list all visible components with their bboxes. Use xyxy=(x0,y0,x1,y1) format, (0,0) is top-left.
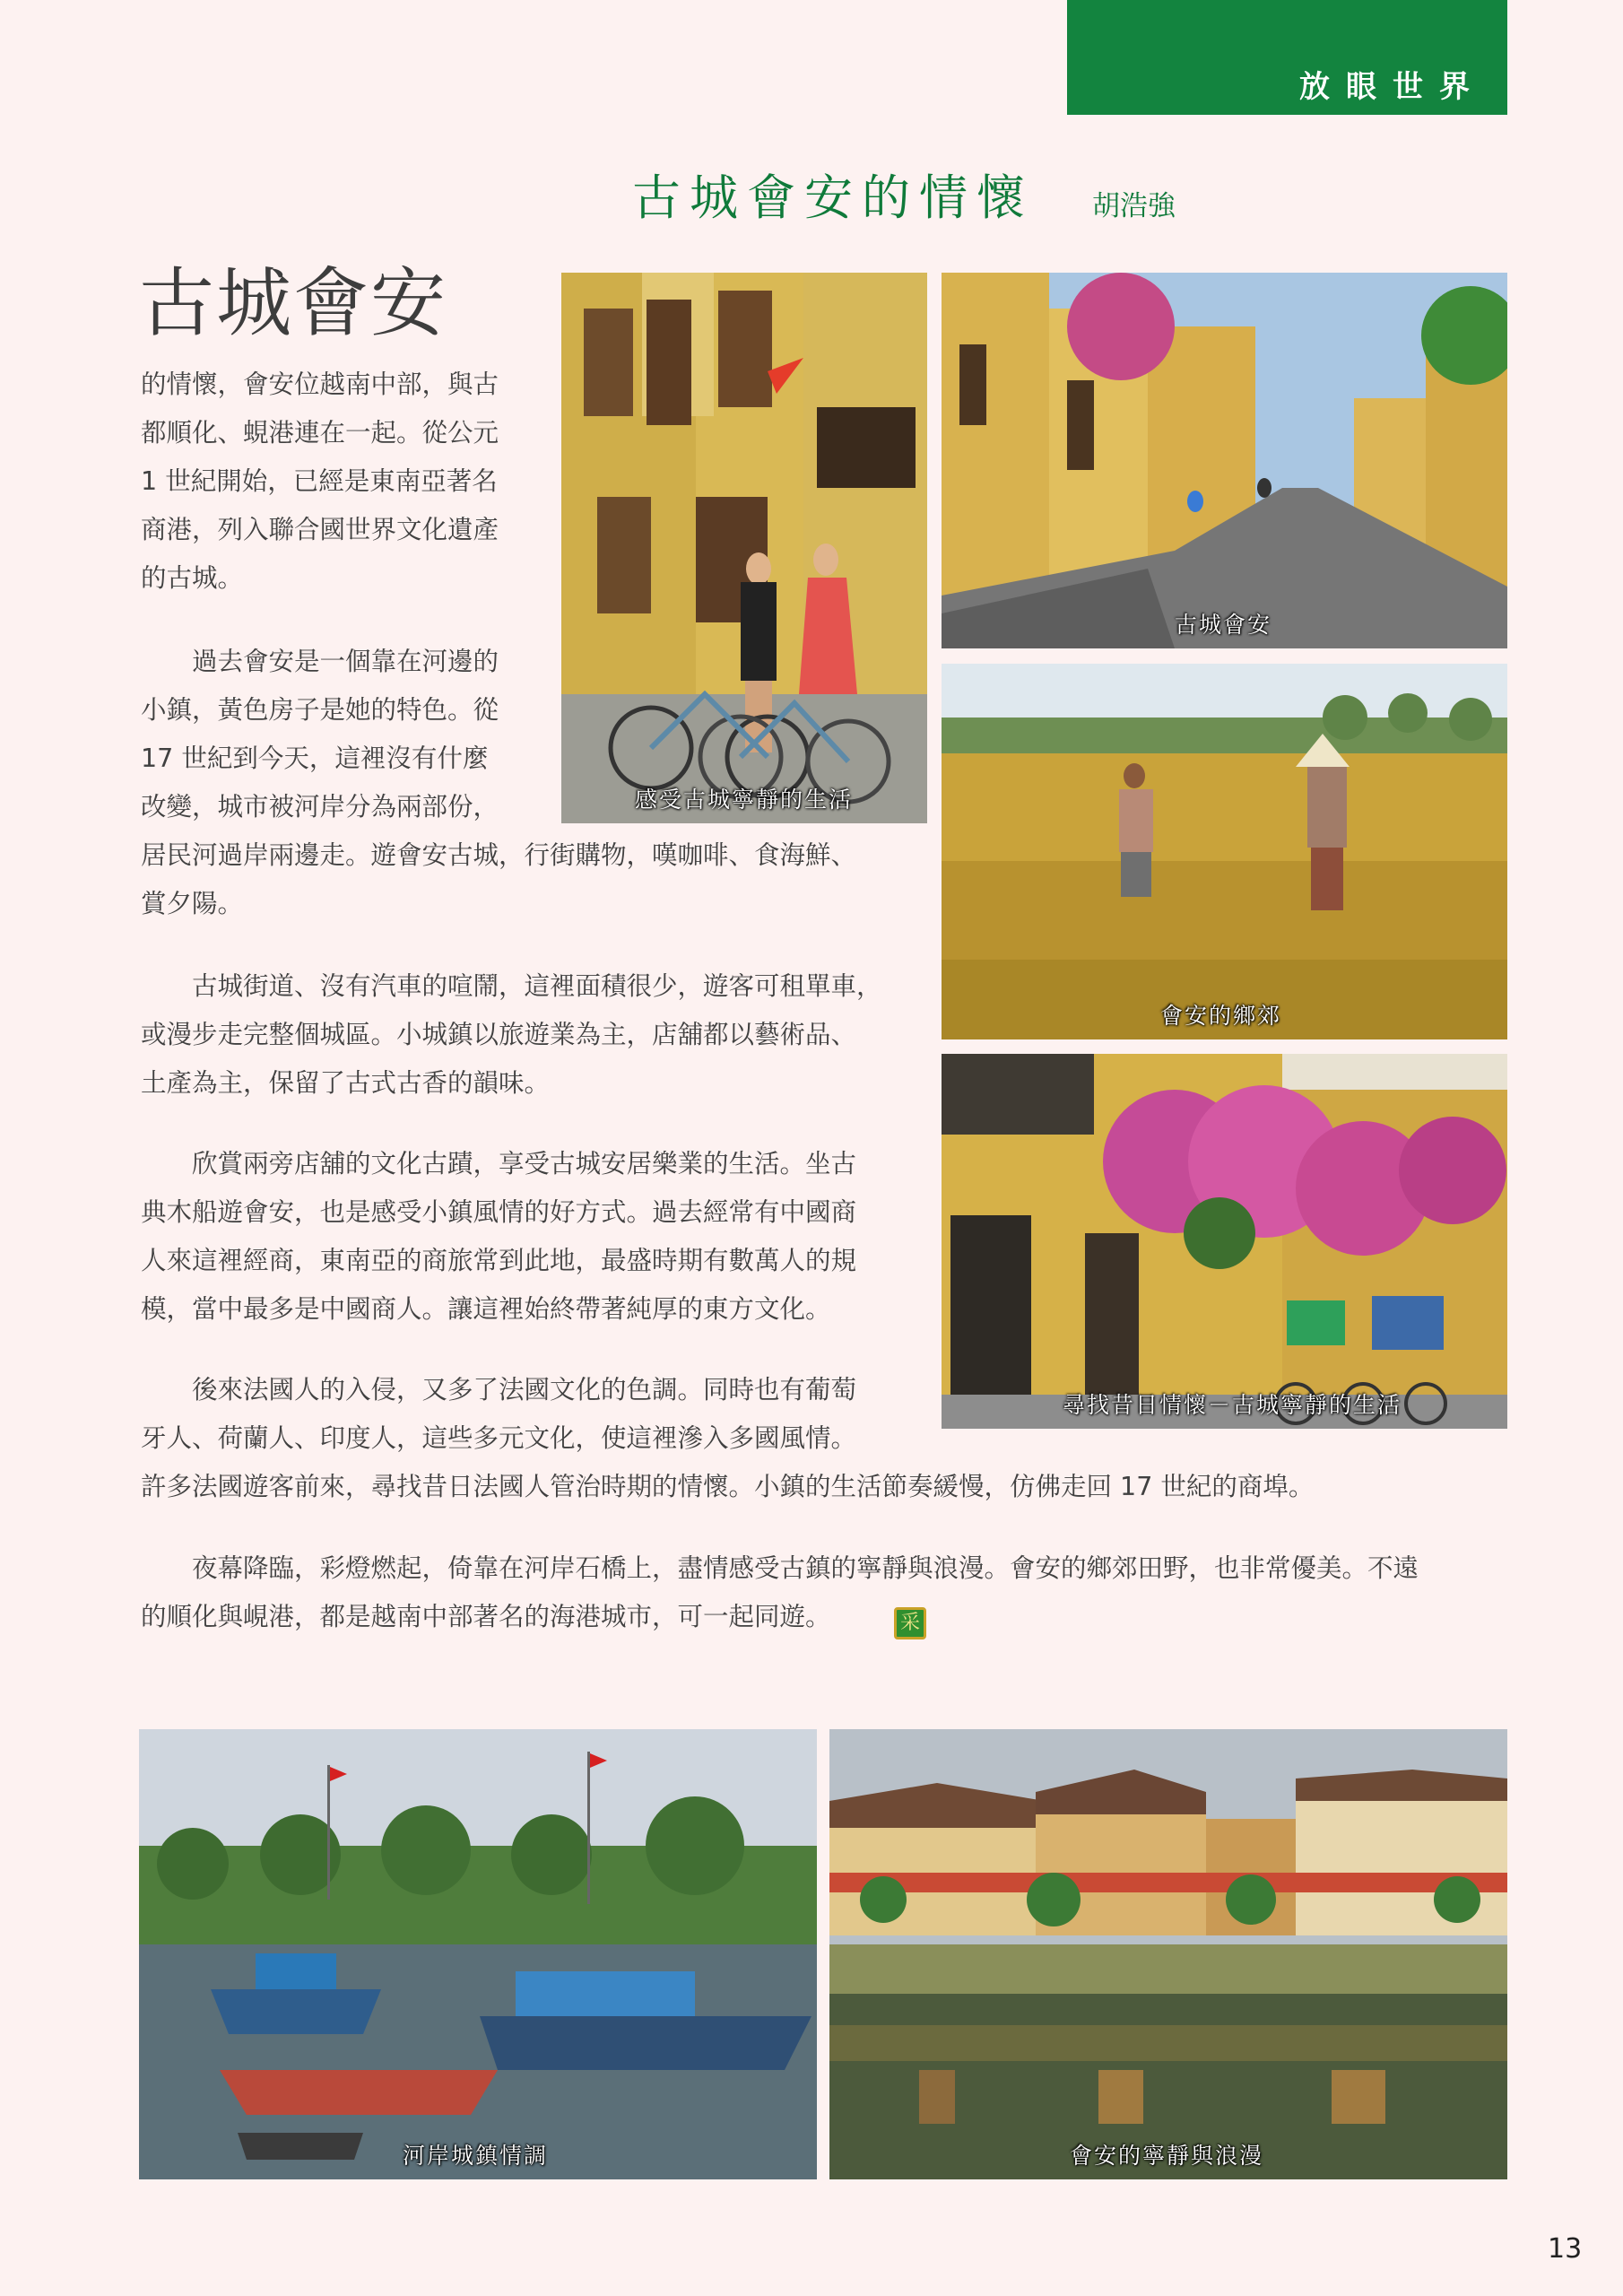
photo-caption: 河岸城鎮情調 xyxy=(403,2143,549,2169)
text-line: 17 世紀到今天，這裡沒有什麼 xyxy=(141,744,489,773)
text-line: 牙人、荷蘭人、印度人，這些多元文化，使這裡滲入多國風情。 xyxy=(141,1423,857,1453)
text-line: 人來這裡經商，東南亞的商旅常到此地，最盛時期有數萬人的規 xyxy=(141,1246,857,1275)
text-line: 的古城。 xyxy=(141,563,244,593)
text-line: 模，當中最多是中國商人。讓這裡始終帶著純厚的東方文化。 xyxy=(141,1294,831,1324)
photo-caption: 古城會安 xyxy=(1175,612,1272,638)
photo-caption: 會安的鄉郊 xyxy=(1160,1003,1282,1029)
section-label: 放眼世界 xyxy=(1299,69,1486,105)
lead-word: 古城會安 xyxy=(139,259,448,347)
text-line: 賞夕陽。 xyxy=(141,889,244,918)
paragraph-3 xyxy=(141,962,882,1108)
text-line: 改變，城市被河岸分為兩部份， xyxy=(141,792,499,822)
text-line: 過去會安是一個靠在河邊的 xyxy=(192,647,499,676)
text-line: 土產為主，保留了古式古香的韻味。 xyxy=(141,1068,551,1098)
end-mark-icon: 采 xyxy=(894,1607,926,1639)
paragraph-1 xyxy=(141,361,499,603)
photo-riverfront xyxy=(829,1729,1507,2179)
photo-caption: 感受古城寧靜的生活 xyxy=(635,787,854,813)
text-line: 的情懷，會安位越南中部，與古 xyxy=(141,370,499,399)
photo-street xyxy=(942,273,1507,648)
photo-bikes xyxy=(561,273,927,823)
text-line: 後來法國人的入侵，又多了法國文化的色調。同時也有葡萄 xyxy=(192,1375,857,1405)
photo-field xyxy=(942,664,1507,1039)
photo-caption: 尋找昔日情懷－古城寧靜的生活 xyxy=(1063,1392,1402,1418)
text-line: 小鎮，黃色房子是她的特色。從 xyxy=(141,695,499,725)
paragraph-4 xyxy=(141,1140,856,1334)
photo-caption: 會安的寧靜與浪漫 xyxy=(1070,2143,1264,2169)
article-title: 古城會安的情懷 xyxy=(632,170,1034,226)
section-tab xyxy=(1067,0,1507,115)
text-line: 或漫步走完整個城區。小城鎮以旅遊業為主，店舖都以藝術品、 xyxy=(141,1020,857,1049)
page-number: 13 xyxy=(1548,2233,1583,2265)
paragraph-6 xyxy=(141,1544,1419,1641)
text-line: 1 世紀開始，已經是東南亞著名 xyxy=(141,466,498,496)
text-line: 的順化與峴港，都是越南中部著名的海港城市，可一起同遊。 xyxy=(141,1602,831,1631)
text-line: 都順化、蜆港連在一起。從公元 xyxy=(141,418,499,448)
text-line: 居民河過岸兩邊走。遊會安古城，行街購物，嘆咖啡、食海鮮、 xyxy=(141,840,857,870)
photo-boats xyxy=(139,1729,817,2179)
text-line: 許多法國遊客前來，尋找昔日法國人管治時期的情懷。小鎮的生活節奏緩慢，仿佛走回 17 世紀的商埠。 xyxy=(141,1472,1315,1501)
article-author: 胡浩強 xyxy=(1092,190,1176,222)
text-line: 欣賞兩旁店舖的文化古蹟，享受古城安居樂業的生活。坐古 xyxy=(192,1149,857,1178)
text-line: 夜幕降臨，彩燈燃起，倚靠在河岸石橋上，盡情感受古鎮的寧靜與浪漫。會安的鄉郊田野，也非常優美。不遠 xyxy=(192,1553,1419,1583)
photo-flowers xyxy=(942,1054,1507,1429)
text-line: 古城街道、沒有汽車的喧鬧，這裡面積很少，遊客可租單車， xyxy=(192,971,882,1001)
text-line: 商港，列入聯合國世界文化遺產 xyxy=(141,515,499,544)
text-line: 典木船遊會安，也是感受小鎮風情的好方式。過去經常有中國商 xyxy=(141,1197,857,1227)
